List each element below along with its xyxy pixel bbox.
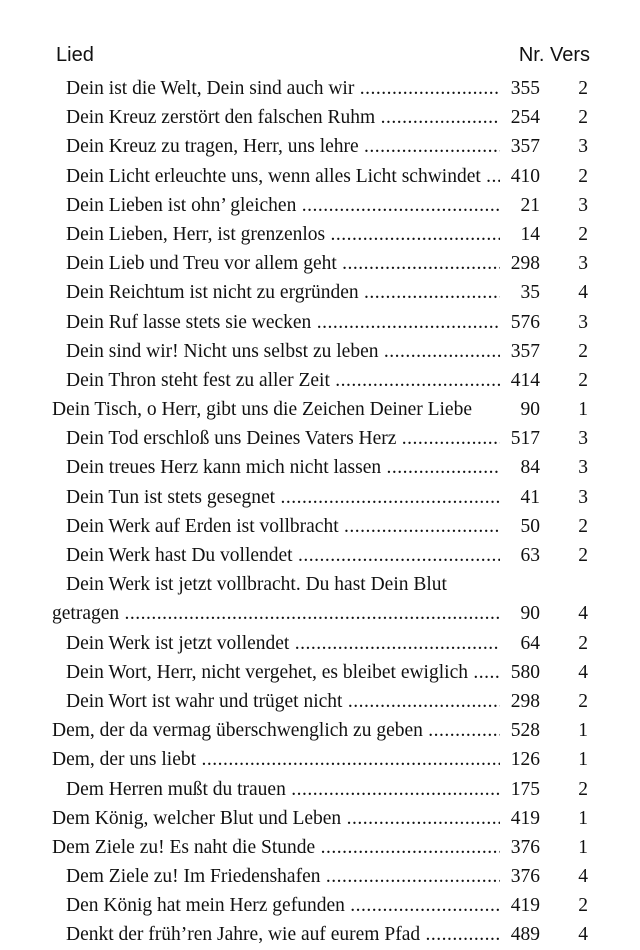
hymn-index-list [0,74,640,950]
entry-title: Dem Herren mußt du trauen ..... [66,775,500,804]
entry-verse: 1 [578,749,588,771]
entry-verse: 3 [578,457,588,479]
list-item [0,337,640,366]
list-item-continuation [0,599,640,628]
entry-number: 90 [520,603,540,625]
entry-title: Dem Ziele zu! Im Friedenshafen ..... [66,862,500,891]
entry-number: 376 [510,836,540,858]
entry-number: 489 [510,924,540,946]
list-item [0,424,640,453]
entry-verse: 2 [578,107,588,129]
entry-number: 357 [510,136,540,158]
entry-verse: 1 [578,399,588,421]
entry-number: 576 [510,311,540,333]
entry-title: Dein Tod erschloß uns Deines Vaters Herz ..... [66,424,500,453]
list-item [0,891,640,920]
entry-title: Dein Tun ist stets gesegnet ..... [66,483,500,512]
entry-title: Dein Wort ist wahr und trüget nicht ..... [66,687,500,716]
entry-number: 41 [520,486,540,508]
entry-title: Dem König, welcher Blut und Leben ..... [52,804,500,833]
entry-title: Dein Lieb und Treu vor allem geht ..... [66,249,500,278]
entry-verse: 3 [578,428,588,450]
entry-verse: 1 [578,807,588,829]
list-item [0,775,640,804]
entry-number: 126 [510,749,540,771]
list-item [0,745,640,774]
list-item [0,103,640,132]
entry-title: Dein Werk hast Du vollendet ..... [66,541,500,570]
entry-verse: 2 [578,778,588,800]
entry-number: 50 [520,515,540,537]
list-item [0,308,640,337]
list-item [0,395,640,424]
entry-title: Dein Ruf lasse stets sie wecken ..... [66,308,500,337]
entry-title: Dein treues Herz kann mich nicht lassen ..... [66,453,500,482]
entry-title: Dem Ziele zu! Es naht die Stunde ..... [52,833,500,862]
list-item [0,804,640,833]
entry-number: 298 [510,253,540,275]
list-item [0,366,640,395]
entry-title: Dein Werk ist jetzt vollendet ..... [66,629,500,658]
entry-title: Dein Werk ist jetzt vollbracht. Du hast Dein Blut [66,574,447,596]
entry-verse: 2 [578,78,588,99]
entry-verse: 3 [578,136,588,158]
list-item [0,658,640,687]
entry-number: 63 [520,545,540,566]
entry-number: 84 [520,457,540,479]
list-item [0,862,640,891]
entry-title: Den König hat mein Herz gefunden ..... [66,891,500,920]
entry-verse: 3 [578,194,588,216]
entry-verse: 3 [578,311,588,333]
entry-title: Dein Thron steht fest zu aller Zeit ..... [66,366,500,395]
list-item [0,716,640,745]
entry-verse: 2 [578,223,588,245]
entry-number: 254 [510,107,540,129]
entry-number: 90 [520,399,540,421]
entry-title: Dein sind wir! Nicht uns selbst zu leben ..... [66,337,500,366]
entry-verse: 2 [578,340,588,362]
entry-title: Dein ist die Welt, Dein sind auch wir ..... [66,74,500,103]
list-item [0,74,640,103]
list-item [0,132,640,161]
list-item [0,570,640,599]
list-item [0,278,640,307]
list-item [0,453,640,482]
entry-verse: 4 [578,603,588,625]
list-item [0,833,640,862]
list-item [0,191,640,220]
entry-number: 410 [510,165,540,187]
list-item [0,920,640,949]
entry-verse: 3 [578,253,588,275]
column-header-lied: Lied [56,44,94,66]
entry-number: 580 [510,661,540,683]
entry-verse: 2 [578,165,588,187]
entry-verse: 4 [578,924,588,946]
entry-verse: 2 [578,515,588,537]
list-item [0,512,640,541]
entry-number: 517 [510,428,540,450]
entry-title: Dein Kreuz zerstört den falschen Ruhm ..... [66,103,500,132]
entry-title: Denkt der früh’ren Jahre, wie auf eurem Pfad ..... [66,920,500,949]
list-item [0,249,640,278]
entry-verse: 2 [578,545,588,566]
entry-verse: 1 [578,836,588,858]
entry-verse: 4 [578,661,588,683]
entry-number: 414 [510,369,540,391]
entry-title: Dein Wort, Herr, nicht vergehet, es bleibet ewiglich ..... [66,658,500,687]
list-item [0,541,640,570]
entry-verse: 2 [578,895,588,917]
entry-verse: 4 [578,866,588,888]
list-item [0,220,640,249]
entry-number: 21 [520,194,540,216]
entry-title: Dein Lieben, Herr, ist grenzenlos ..... [66,220,500,249]
entry-title: Dein Reichtum ist nicht zu ergründen ..... [66,278,500,307]
entry-number: 419 [510,807,540,829]
entry-number: 376 [510,866,540,888]
entry-number: 175 [510,778,540,800]
entry-verse: 3 [578,486,588,508]
entry-verse: 4 [578,282,588,304]
entry-number: 419 [510,895,540,917]
entry-number: 14 [520,223,540,245]
entry-title: Dem, der da vermag überschwenglich zu geben ..... [52,716,500,745]
entry-title-continuation: getragen ..... [52,599,500,628]
entry-title: Dein Licht erleuchte uns, wenn alles Licht schwindet ..... [66,162,500,191]
list-item [0,629,640,658]
entry-number: 528 [510,720,540,742]
entry-verse: 1 [578,720,588,742]
list-item [0,483,640,512]
column-header-nr-vers: Nr. Vers [518,44,590,66]
entry-number: 298 [510,690,540,712]
entry-title: Dem, der uns liebt ..... [52,745,500,774]
entry-title: Dein Tisch, o Herr, gibt uns die Zeichen Deiner Liebe [52,399,472,421]
entry-number: 355 [510,78,540,99]
list-item [0,687,640,716]
entry-title: Dein Kreuz zu tragen, Herr, uns lehre ..... [66,132,500,161]
entry-number: 357 [510,340,540,362]
list-item [0,162,640,191]
entry-verse: 2 [578,632,588,654]
entry-verse: 2 [578,690,588,712]
entry-title: Dein Lieben ist ohn’ gleichen ..... [66,191,500,220]
entry-number: 64 [520,632,540,654]
entry-title: Dein Werk auf Erden ist vollbracht ..... [66,512,500,541]
entry-verse: 2 [578,369,588,391]
entry-number: 35 [520,282,540,304]
